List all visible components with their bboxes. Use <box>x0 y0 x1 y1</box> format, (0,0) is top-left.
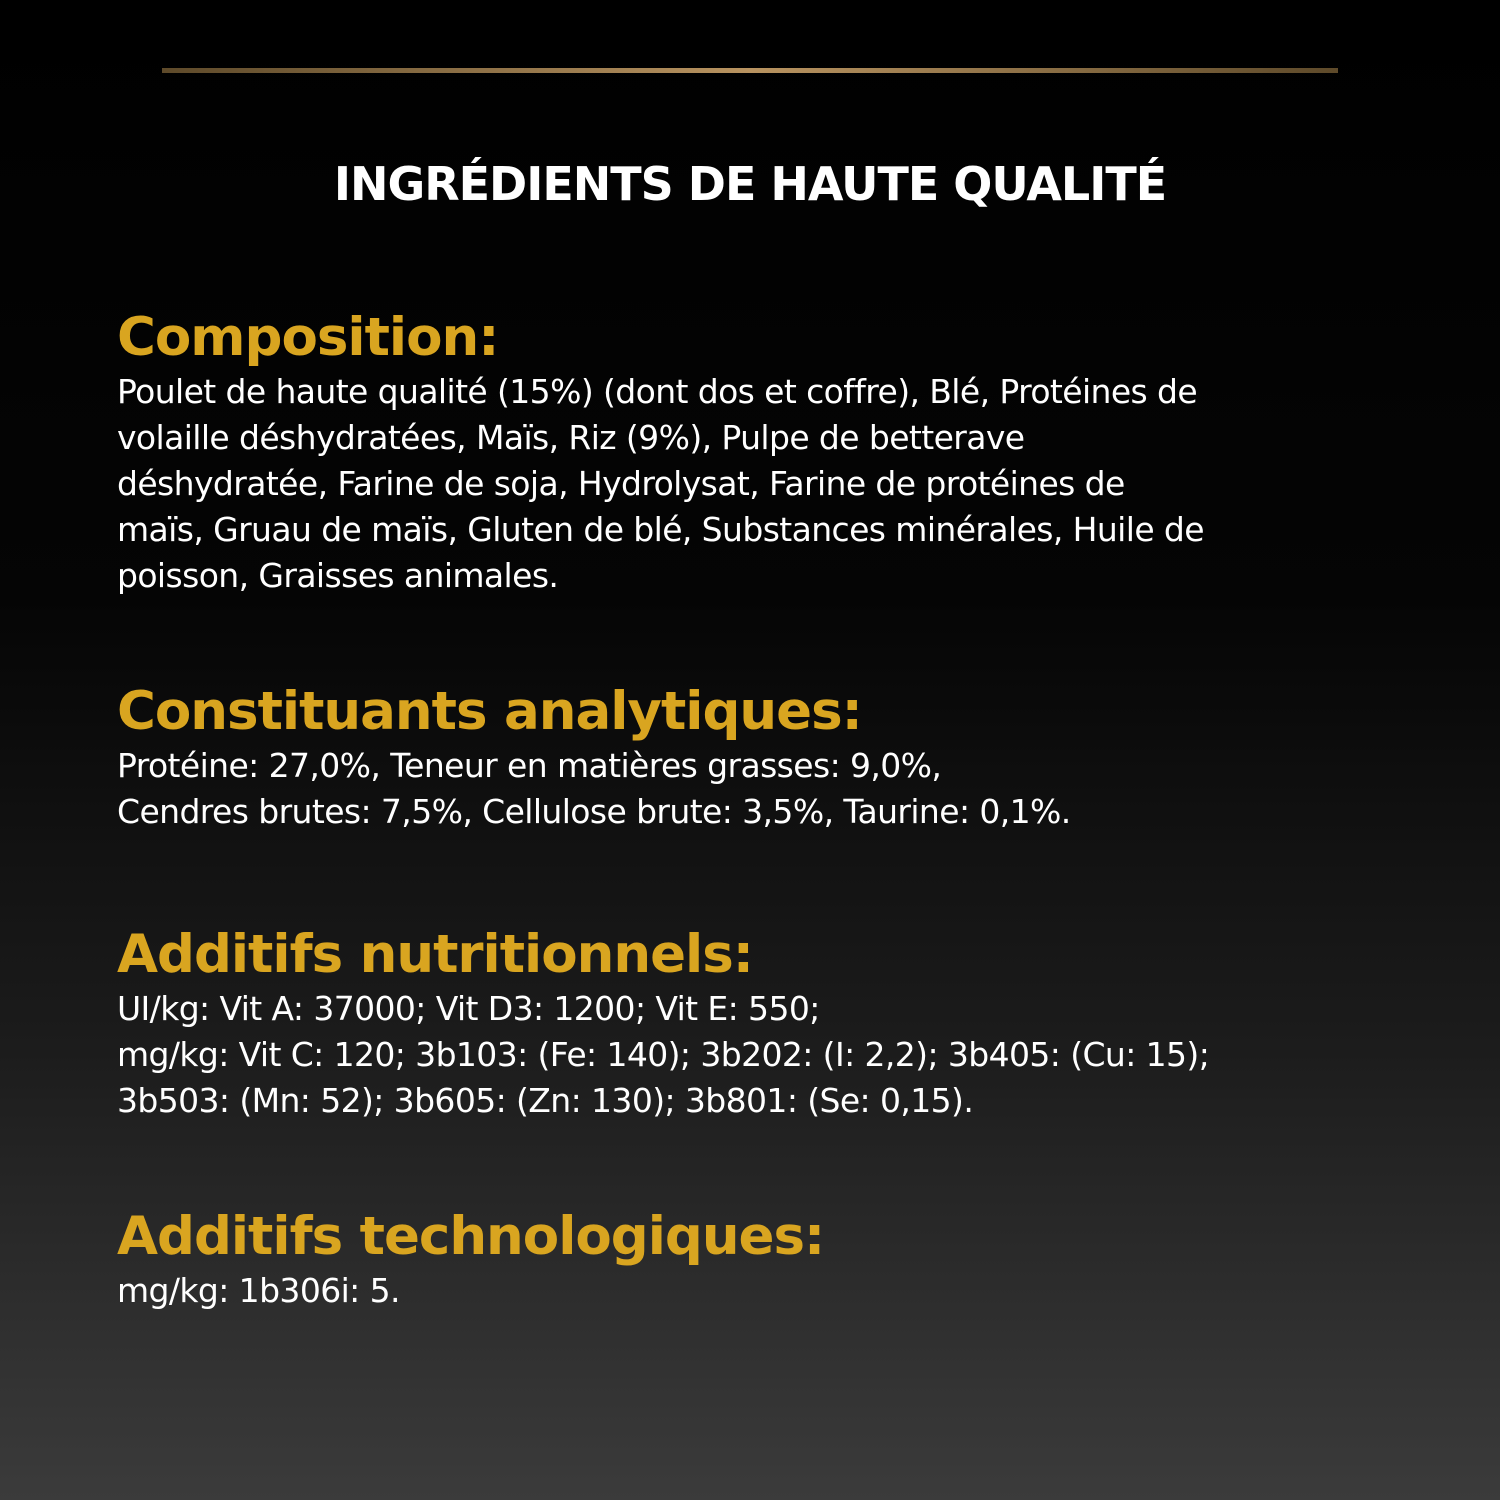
top-divider <box>162 68 1338 73</box>
text-line: mg/kg: 1b306i: 5. <box>117 1270 400 1310</box>
section-technological-additives <box>117 1207 1407 1314</box>
text-line: maïs, Gruau de maïs, Gluten de blé, Substances minérales, Huile de <box>117 509 1204 549</box>
page-title: INGRÉDIENTS DE HAUTE QUALITÉ <box>333 156 1167 211</box>
section-body-nutritional-additives <box>117 986 1407 1124</box>
section-body-composition <box>117 369 1407 599</box>
text-line: Protéine: 27,0%, Teneur en matières grasses: 9,0%, <box>117 745 942 785</box>
section-body-analytical-constituents <box>117 743 1407 835</box>
text-line: 3b503: (Mn: 52); 3b605: (Zn: 130); 3b801: (Se: 0,15). <box>117 1080 974 1120</box>
section-heading-analytical-constituents: Constituants analytiques: <box>117 681 862 742</box>
section-heading-technological-additives: Additifs technologiques: <box>117 1206 825 1267</box>
text-line: poisson, Graisses animales. <box>117 555 559 595</box>
text-line: Cendres brutes: 7,5%, Cellulose brute: 3,5%, Taurine: 0,1%. <box>117 791 1071 831</box>
text-line: mg/kg: Vit C: 120; 3b103: (Fe: 140); 3b202: (I: 2,2); 3b405: (Cu: 15); <box>117 1034 1210 1074</box>
section-nutritional-additives <box>117 925 1407 1124</box>
text-line: volaille déshydratées, Maïs, Riz (9%), Pulpe de betterave <box>117 417 1025 457</box>
section-body-technological-additives <box>117 1268 1407 1314</box>
text-line: Poulet de haute qualité (15%) (dont dos et coffre), Blé, Protéines de <box>117 371 1198 411</box>
section-heading-composition: Composition: <box>117 307 499 368</box>
section-composition <box>117 308 1407 599</box>
section-analytical-constituents <box>117 682 1407 835</box>
text-line: déshydratée, Farine de soja, Hydrolysat, Farine de protéines de <box>117 463 1125 503</box>
section-heading-nutritional-additives: Additifs nutritionnels: <box>117 924 753 985</box>
text-line: UI/kg: Vit A: 37000; Vit D3: 1200; Vit E: 550; <box>117 988 820 1028</box>
